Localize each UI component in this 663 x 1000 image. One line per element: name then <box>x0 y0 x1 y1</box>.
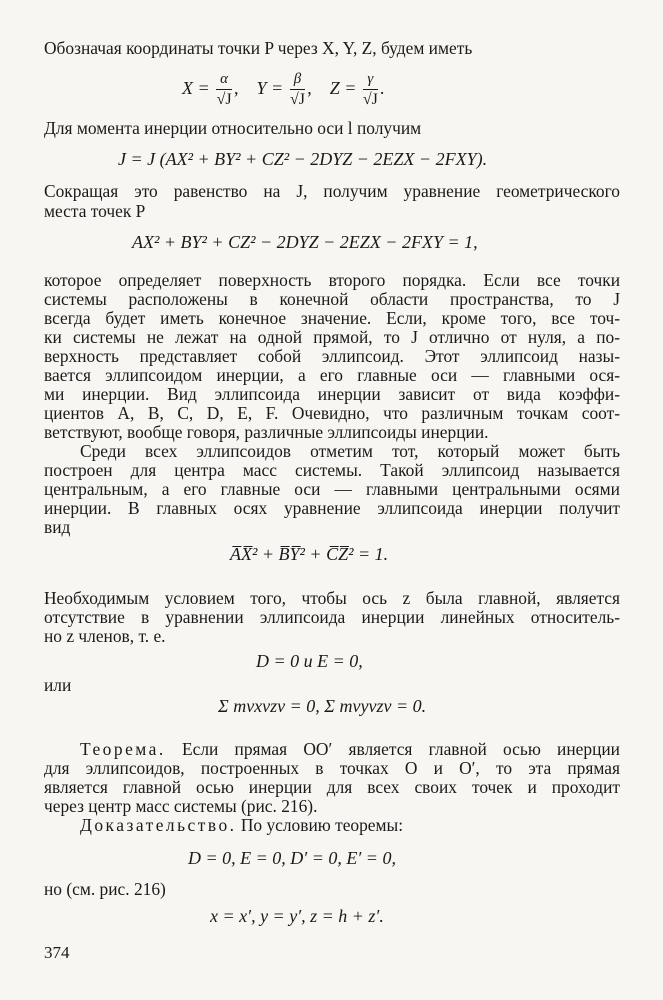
text-line: которое определяет поверхность второго порядка. Если все точки <box>44 270 620 290</box>
text-line: является главной осью инерции для всех своих точек и проходит <box>44 777 620 797</box>
text-line: для эллипсоидов, построенных в точках O и O′, то эта прямая <box>44 758 620 778</box>
text-line: вид <box>44 517 71 537</box>
text-line: но z членов, т. е. <box>44 626 166 646</box>
formula-ellipsoid-equation: AX² + BY² + CZ² − 2DYZ − 2EZX − 2FXY = 1, <box>132 232 478 252</box>
formula-coordinate-relation: x = x′, y = y′, z = h + z′. <box>210 906 384 926</box>
text-line: ветствуют, вообще говоря, различные эллипсоиды инерции. <box>44 422 489 442</box>
text-line: инерции. В главных осях уравнение эллипсоида инерции получит <box>44 498 620 518</box>
formula-coordinates: X = $\frac{\alpha}{√J}$ , Y = $\frac{\beta}{√J}$ , Z = $\frac{\gamma}{√J}$ . <box>182 71 385 108</box>
text-line: построен для центра масс системы. Такой эллипсоид называется <box>44 460 620 480</box>
text-line: верхность представляет собой эллипсоид. Этот эллипсоид назы- <box>44 346 620 366</box>
page-number: 374 <box>44 943 70 962</box>
text-line: через центр масс системы (рис. 216). <box>44 796 318 816</box>
text-line: ки системы не лежат на одной прямой, то J отлично от нуля, а по- <box>44 327 620 347</box>
text-line: системы расположены в конечной области пространства, то J <box>44 289 620 309</box>
fraction-alpha: $\frac{\alpha}{√J}$ <box>216 71 232 108</box>
formula-y-lhs: Y = <box>256 78 284 99</box>
proof-label: Доказательство. <box>80 815 237 835</box>
text-line: Доказательство. По условию теоремы: <box>80 815 404 835</box>
text-line: Среди всех эллипсоидов отметим тот, который может быть <box>80 441 620 461</box>
text-line: места точек P <box>44 201 146 221</box>
formula-moment-of-inertia: J = J (AX² + BY² + CZ² − 2DYZ − 2EZX − 2FXY). <box>118 149 488 169</box>
text-line: Необходимым условием того, чтобы ось z была главной, является <box>44 588 620 608</box>
text-line: ми инерции. Вид эллипсоида инерции зависит от вида коэффи- <box>44 384 620 404</box>
text-line: Для момента инерции относительно оси l получим <box>44 118 422 138</box>
text-line: но (см. рис. 216) <box>44 879 166 899</box>
text-line: или <box>44 675 72 695</box>
fraction-gamma: $\frac{\gamma}{√J}$ <box>362 71 378 108</box>
text-line: Обозначая координаты точки P через X, Y, Z, будем иметь <box>44 38 473 58</box>
formula-z-lhs: Z = <box>329 78 357 99</box>
formula-conditions: D = 0, E = 0, D′ = 0, E′ = 0, <box>188 848 396 868</box>
text-line: циентов A, B, C, D, E, F. Очевидно, что различным точкам соот- <box>44 403 620 423</box>
formula-d-e-zero: D = 0 и E = 0, <box>256 651 363 671</box>
fraction-beta: $\frac{\beta}{√J}$ <box>289 71 305 108</box>
text-line: отсутствие в уравнении эллипсоида инерции линейных относитель- <box>44 607 620 627</box>
text-line: всегда будет иметь конечное значение. Если, кроме того, все точ- <box>44 308 620 328</box>
text-line: центральным, а его главные оси — главными центральными осями <box>44 479 620 499</box>
text-line: Теорема. Если прямая OO′ является главной осью инерции <box>80 739 620 759</box>
formula-x-lhs: X = <box>182 78 210 99</box>
text-line: вается эллипсоидом инерции, а его главные оси — главными ося- <box>44 365 620 385</box>
formula-central-ellipsoid: A̅X̅² + B̅Y̅² + C̅Z̅² = 1. <box>230 544 389 564</box>
formula-sums: Σ mνxνzν = 0, Σ mνyνzν = 0. <box>218 696 427 716</box>
theorem-label: Теорема. <box>80 739 166 759</box>
text-line: Сокращая это равенство на J, получим уравнение геометрического <box>44 181 620 201</box>
